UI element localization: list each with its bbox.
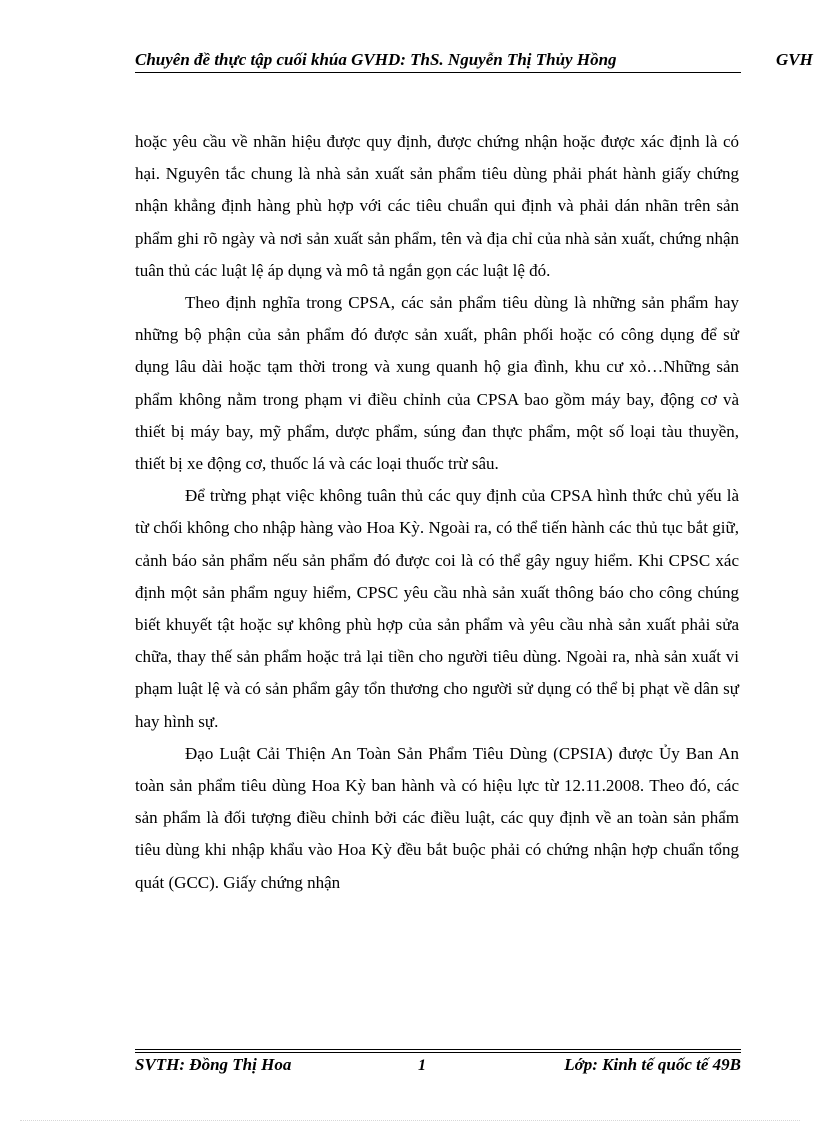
header-title: Chuyên đề thực tập cuối khúa GVHD: ThS. Nguyễn Thị Thủy Hồng <box>135 50 617 69</box>
paragraph-1: hoặc yêu cầu về nhãn hiệu được quy định, được chứng nhận hoặc được xác định là có hại. Nguyên tắc chung là nhà sản xuất sản phẩm tiêu dùng phải phát hành giấy chứng nhận khẳng định hàng phù hợp với các tiêu chuẩn qui định và phải dán nhãn trên sản phẩm ghi rõ ngày và nơi sản xuất sản phẩm, tên và địa chỉ của nhà sản xuất, chứng nhận tuân thủ các luật lệ áp dụng và mô tả ngắn gọn các luật lệ đó. <box>135 132 739 280</box>
body-text <box>135 126 739 899</box>
page-number: 1 <box>418 1057 426 1074</box>
page-bottom-border <box>20 1120 800 1121</box>
page-footer <box>135 1055 741 1079</box>
paragraph-4: Đạo Luật Cải Thiện An Toàn Sản Phẩm Tiêu Dùng (CPSIA) được Ủy Ban An toàn sản phẩm tiêu dùng Hoa Kỳ ban hành và có hiệu lực từ 12.11.2008. Theo đó, các sản phẩm là đối tượng điều chỉnh bởi các điều luật, các quy định về an toàn sản phẩm tiêu dùng khi nhập khẩu vào Hoa Kỳ đều bắt buộc phải có chứng nhận hợp chuẩn tổng quát (GCC). Giấy chứng nhận <box>135 743 739 892</box>
footer-class: Lớp: Kinh tế quốc tế 49B <box>564 1055 741 1074</box>
paragraph-2: Theo định nghĩa trong CPSA, các sản phẩm tiêu dùng là những sản phẩm hay những bộ phận của sản phẩm đó được sản xuất, phân phối hoặc có công dụng để sử dụng lâu dài hoặc tạm thời trong và xung quanh hộ gia đình, khu cư xỏ…Những sản phẩm không nằm trong phạm vi điều chỉnh của CPSA bao gồm máy bay, động cơ và thiết bị máy bay, mỹ phẩm, dược phẩm, súng đan thực phẩm, một số loại tàu thuyền, thiết bị xe động cơ, thuốc lá và các loại thuốc trừ sâu. <box>135 293 739 474</box>
footer-rule-double <box>135 1052 741 1053</box>
page-header <box>135 50 816 70</box>
footer-student: SVTH: Đồng Thị Hoa <box>135 1055 292 1074</box>
paragraph-3: Để trừng phạt việc không tuân thủ các quy định của CPSA hình thức chủ yếu là từ chối không cho nhập hàng vào Hoa Kỳ. Ngoài ra, có thể tiến hành các thủ tục bắt giữ, cảnh báo sản phẩm nếu sản phẩm đó được coi là có thể gây nguy hiểm. Khi CPSC xác định một sản phẩm nguy hiểm, CPSC yêu cầu nhà sản xuất thông báo cho công chúng biết khuyết tật hoặc sự không phù hợp của sản phẩm và yêu cầu nhà sản xuất phải sửa chữa, thay thế sản phẩm hoặc trả lại tiền cho người tiêu dùng. Ngoài ra, nhà sản xuất vi phạm luật lệ và có sản phẩm gây tổn thương cho người sử dụng có thể bị phạt về dân sự hay hình sự. <box>135 486 739 731</box>
header-overflow-text: GVH <box>776 50 813 69</box>
header-rule <box>135 72 741 73</box>
footer-rule <box>135 1049 741 1050</box>
